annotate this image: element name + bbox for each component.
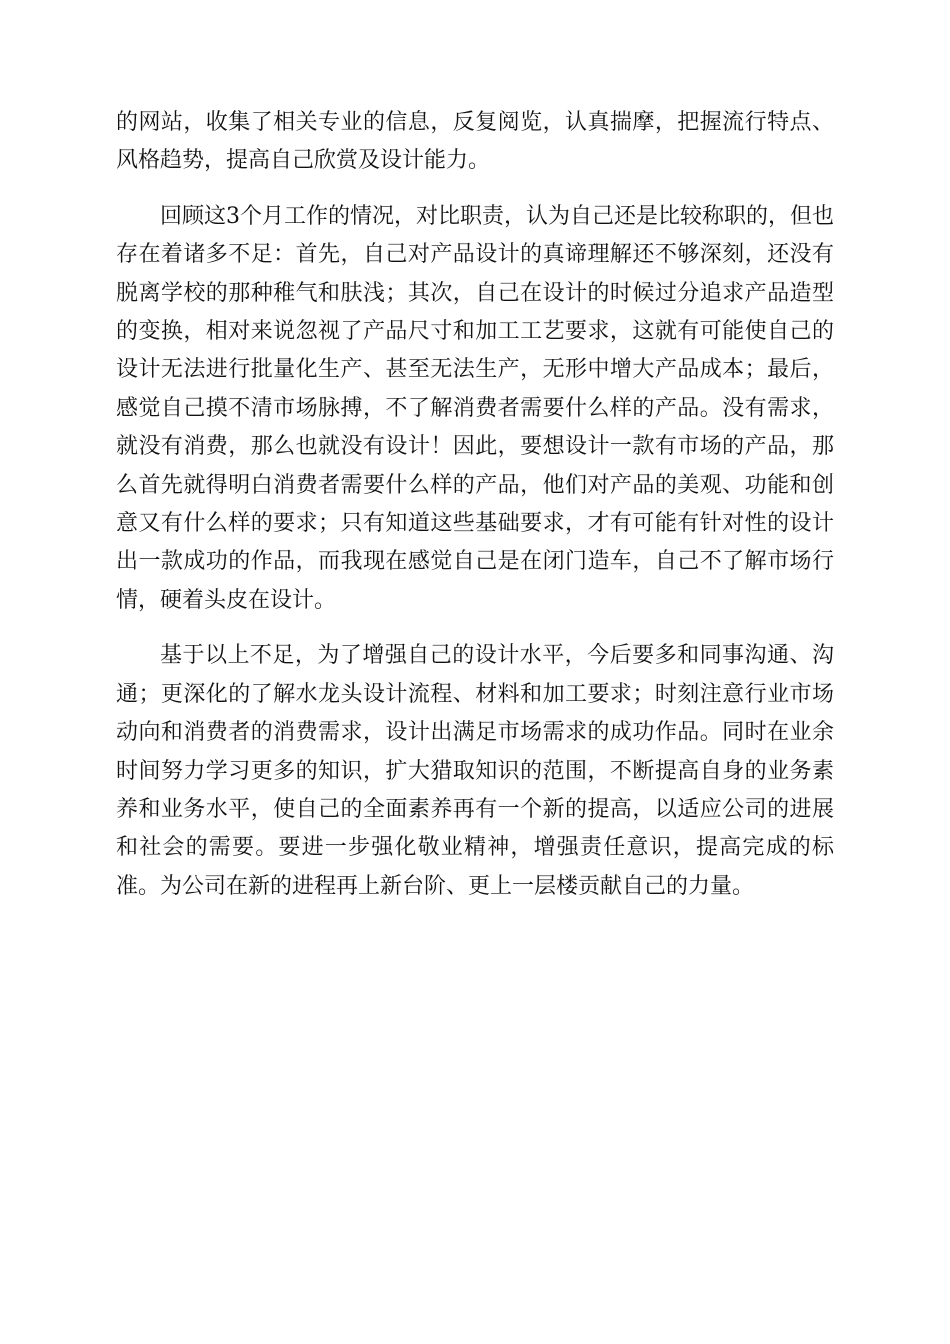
paragraph-improvement-plan: 基于以上不足，为了增强自己的设计水平，今后要多和同事沟通、沟通；更深化的了解水龙头设计流程、材料和加工要求；时刻注意行业市场动向和消费者的消费需求，设计出满足市场需求的成功作品。同时在业余时间努力学习更多的知识，扩大猎取知识的范围，不断提高自身的业务素养和业务水平，使自己的全面素养再有一个新的提高，以适应公司的进展和社会的需要。要进一步强化敬业精神，增强责任意识，提高完成的标准。为公司在新的进程再上新台阶、更上一层楼贡献自己的力量。 — [116, 643, 834, 899]
paragraph-review: 回顾这3个月工作的情况，对比职责，认为自己还是比较称职的，但也存在着诸多不足：首先，自己对产品设计的真谛理解还不够深刻，还没有脱离学校的那种稚气和肤浅；其次，自己在设计的时候过分追求产品造型的变换，相对来说忽视了产品尺寸和加工工艺要求，这就有可能使自己的设计无法进行批量化生产、甚至无法生产，无形中增大产品成本；最后，感觉自己摸不清市场脉搏，不了解消费者需要什么样的产品。没有需求，就没有消费，那么也就没有设计！因此，要想设计一款有市场的产品，那么首先就得明白消费者需要什么样的产品，他们对产品的美观、功能和创意又有什么样的要求；只有知道这些基础要求，才有可能有针对性的设计出一款成功的作品，而我现在感觉自己是在闭门造车，自己不了解市场行情，硬着头皮在设计。 — [116, 203, 834, 613]
paragraph-continuation: 的网站，收集了相关专业的信息，反复阅览，认真揣摩，把握流行特点、风格趋势，提高自己欣赏及设计能力。 — [116, 110, 834, 174]
document-body — [116, 104, 834, 906]
